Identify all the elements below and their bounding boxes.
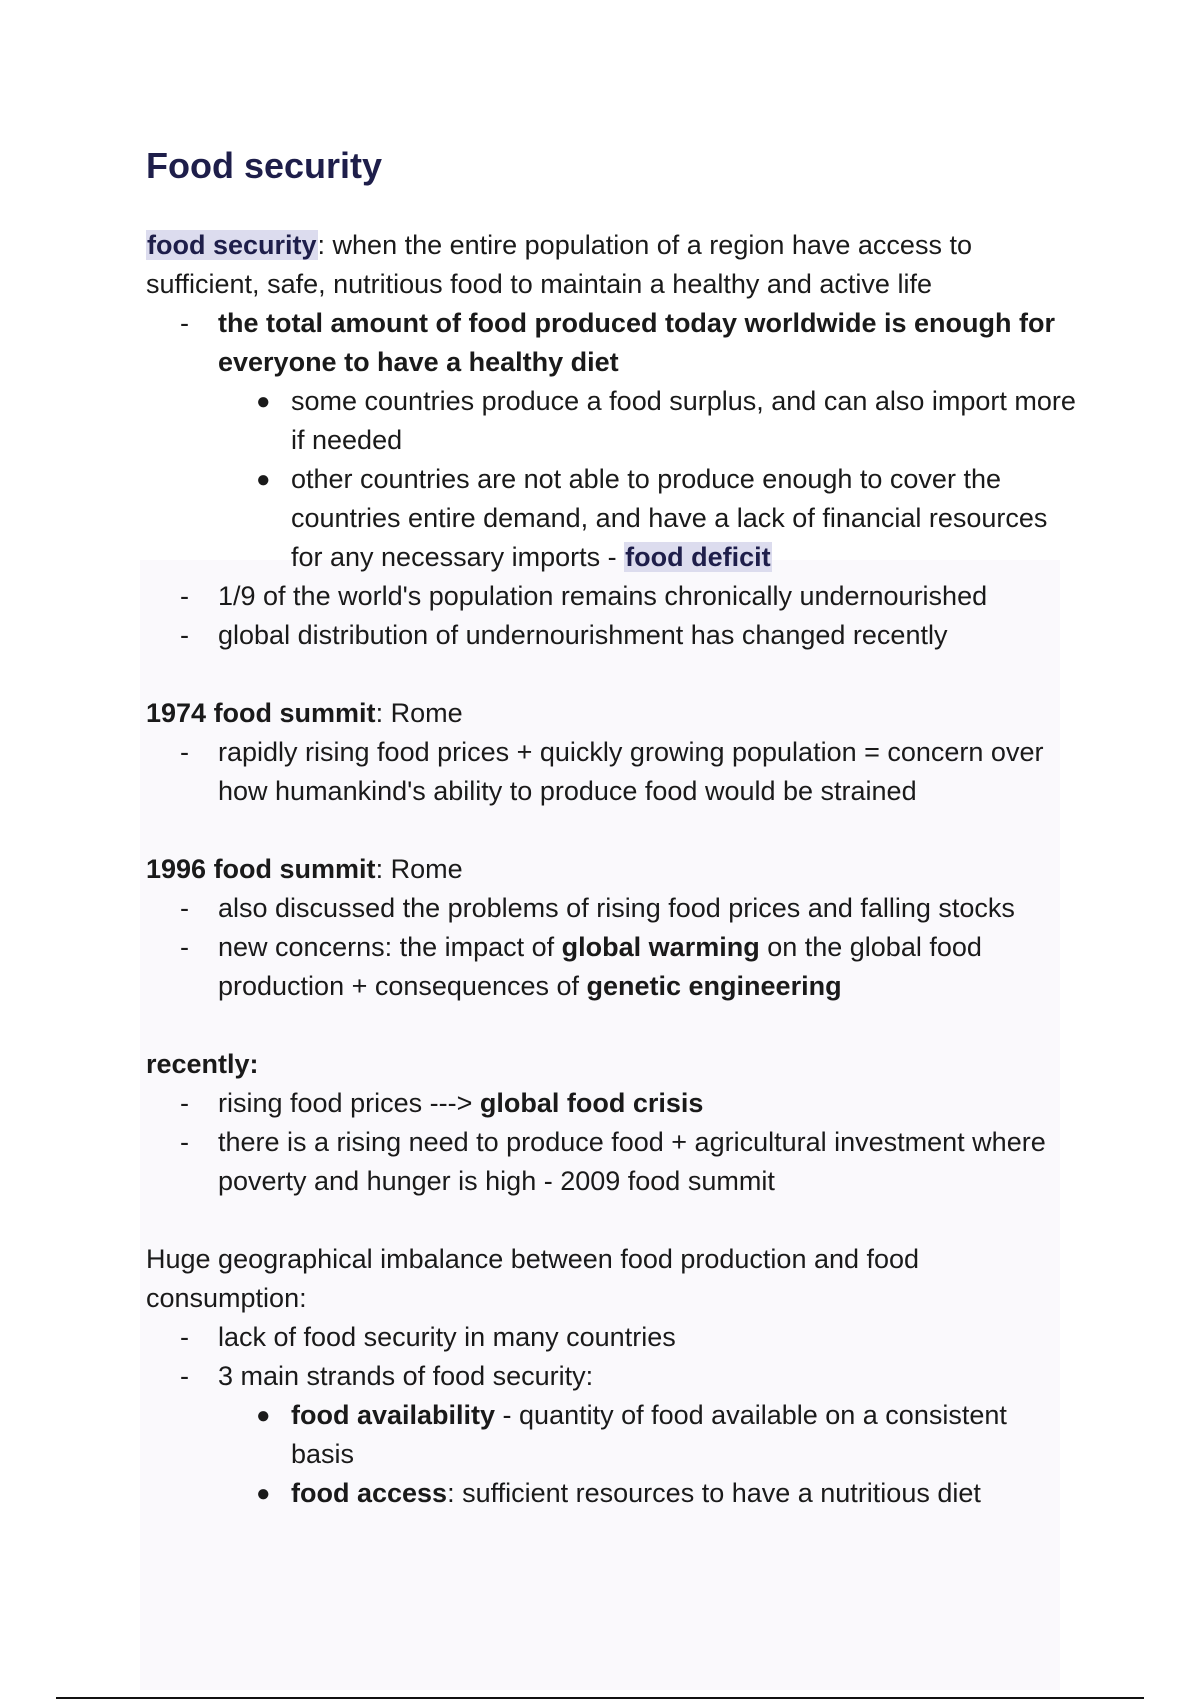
imbalance-list: [146, 1318, 1076, 1513]
section-heading: [146, 1045, 1076, 1084]
list-item-text: new concerns: the impact of: [218, 932, 562, 962]
list-item-text: rising food prices --->: [218, 1088, 480, 1118]
list-item: [146, 928, 1076, 1006]
section-heading: [146, 694, 1076, 733]
page-title: Food security: [146, 145, 383, 186]
section-intro: Huge geographical imbalance between food production and food consumption:: [146, 1244, 920, 1313]
sub-item-text: - quantity of food available on a consistent basis: [291, 1400, 1007, 1469]
heading-bold: recently:: [146, 1049, 259, 1079]
term-food-deficit: food deficit: [625, 542, 771, 572]
sub-item-text: : sufficient resources to have a nutritious diet: [447, 1478, 981, 1508]
bullet-dot: ●: [256, 388, 271, 415]
sub-item-text: some countries produce a food surplus, and can also import more if needed: [291, 386, 1076, 455]
bullet-dot: ●: [256, 1402, 271, 1429]
dash-marker: -: [180, 932, 189, 962]
sub-list-item: [146, 1474, 1076, 1513]
intro-section: [146, 226, 1076, 655]
document-body: [146, 142, 1076, 1552]
sub-list: [218, 1396, 1076, 1513]
summit-1996-section: [146, 850, 1076, 1006]
list-item: [146, 733, 1076, 811]
list-item: [146, 304, 1076, 577]
sub-list-item: [146, 382, 1076, 460]
section-heading: [146, 850, 1076, 889]
heading-bold: 1996 food summit: [146, 854, 376, 884]
dash-marker: -: [180, 308, 189, 338]
heading-bold: 1974 food summit: [146, 698, 376, 728]
dash-marker: -: [180, 1361, 189, 1391]
list-item-text: rapidly rising food prices + quickly growing population = concern over how humankind's ability to produce food would be strained: [218, 737, 1044, 806]
bold-term: genetic engineering: [586, 971, 842, 1001]
heading-place: : Rome: [375, 854, 463, 884]
term-food-security: food security: [147, 230, 317, 260]
dash-marker: -: [180, 893, 189, 923]
sub-list: [218, 382, 1076, 577]
bold-statement: the total amount of food produced today worldwide is enough for everyone to have a healthy diet: [218, 308, 1055, 377]
intro-definition: [146, 226, 1076, 304]
list-item-text: 3 main strands of food security:: [218, 1361, 594, 1391]
list-item: [146, 1084, 1076, 1123]
summit-1974-list: [146, 733, 1076, 811]
list-item: [146, 1357, 1076, 1513]
recently-section: [146, 1045, 1076, 1201]
sub-list-item: [146, 460, 1076, 577]
bottom-divider: [56, 1697, 1144, 1699]
list-item: [146, 577, 1076, 616]
sub-item-text: other countries are not able to produce enough to cover the countries entire demand, and have a lack of financial resources for any necessary imports -: [291, 464, 1048, 572]
bold-term: food access: [291, 1478, 448, 1508]
definition-text: : when the entire population of a region have access to sufficient, safe, nutritious food to maintain a healthy and active life: [146, 230, 972, 299]
list-item: [146, 1123, 1076, 1201]
bold-term: food availability: [291, 1400, 496, 1430]
dash-marker: -: [180, 1088, 189, 1118]
sub-list-item: [146, 1396, 1076, 1474]
imbalance-section: [146, 1240, 1076, 1513]
dash-marker: -: [180, 1127, 189, 1157]
list-item-text: lack of food security in many countries: [218, 1322, 676, 1352]
bold-term: global warming: [561, 932, 760, 962]
list-item: [146, 616, 1076, 655]
list-item-text: global distribution of undernourishment has changed recently: [218, 620, 948, 650]
list-item-text: on the global food production + consequences of: [218, 932, 982, 1001]
bullet-dot: ●: [256, 1480, 271, 1507]
dash-marker: -: [180, 737, 189, 767]
summit-1974-section: [146, 694, 1076, 811]
list-item: [146, 889, 1076, 928]
summit-1996-list: [146, 889, 1076, 1006]
recently-list: [146, 1084, 1076, 1201]
list-item-text: 1/9 of the world's population remains chronically undernourished: [218, 581, 988, 611]
dash-marker: -: [180, 581, 189, 611]
bullet-dot: ●: [256, 466, 271, 493]
list-item-text: also discussed the problems of rising food prices and falling stocks: [218, 893, 1015, 923]
bold-term: global food crisis: [479, 1088, 704, 1118]
intro-list: [146, 304, 1076, 655]
dash-marker: -: [180, 620, 189, 650]
dash-marker: -: [180, 1322, 189, 1352]
heading-place: : Rome: [375, 698, 463, 728]
list-item: [146, 1318, 1076, 1357]
list-item-text: there is a rising need to produce food + agricultural investment where poverty and hunger is high - 2009 food summit: [218, 1127, 1046, 1196]
